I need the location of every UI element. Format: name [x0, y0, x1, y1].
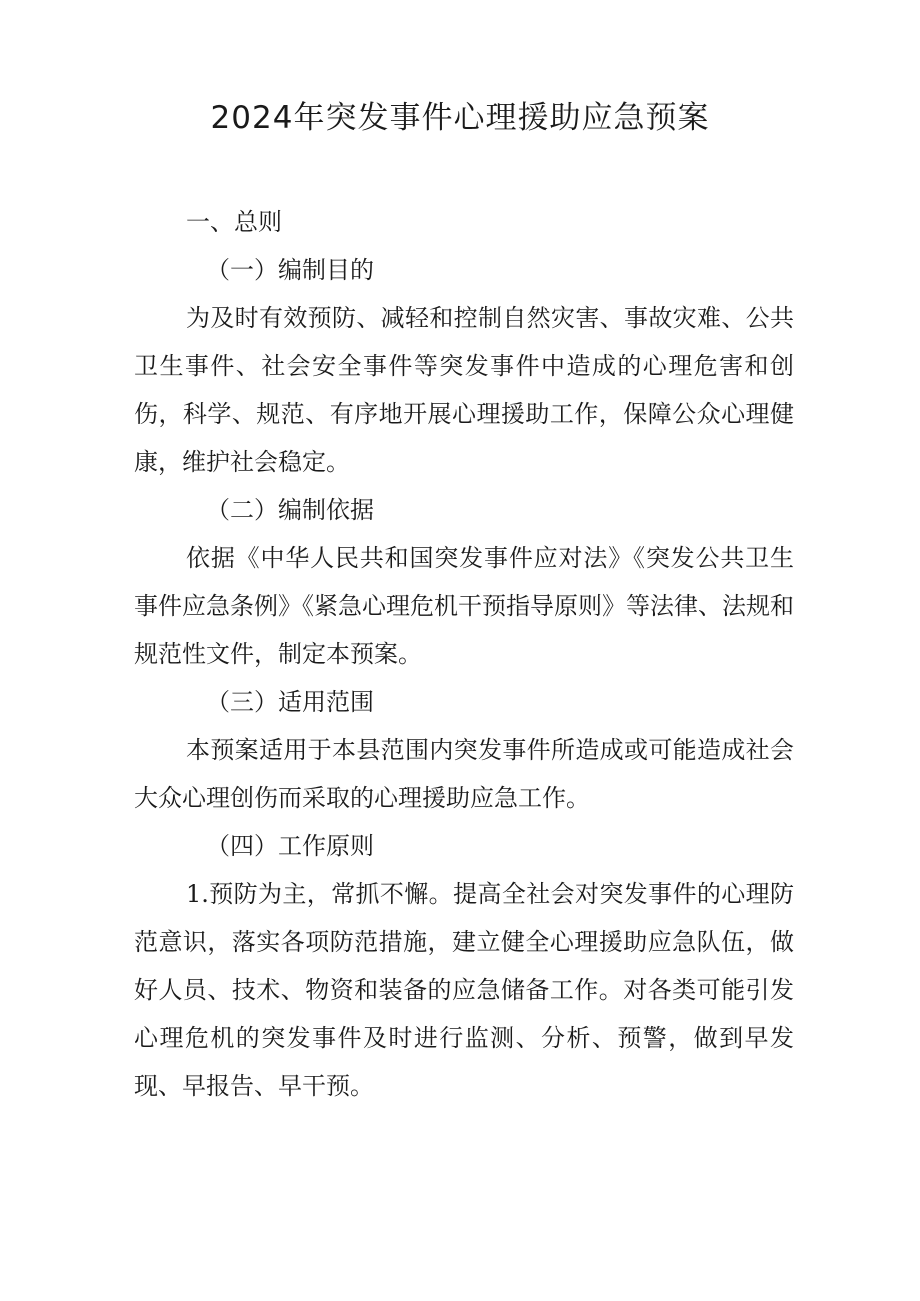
paragraph-purpose: 为及时有效预防、减轻和控制自然灾害、事故灾难、公共卫生事件、社会安全事件等突发事件中造成的心理危害和创伤，科学、规范、有序地开展心理援助工作，保障公众心理健康，维护社会稳定。	[134, 304, 794, 476]
document-title: 2024年突发事件心理援助应急预案	[210, 100, 710, 136]
subsection-heading-basis: （二）编制依据	[206, 496, 374, 524]
subsection-heading-scope: （三）适用范围	[206, 688, 374, 716]
paragraph-scope: 本预案适用于本县范围内突发事件所造成或可能造成社会大众心理创伤而采取的心理援助应急工作。	[134, 736, 794, 812]
paragraph-principle-1: 1.预防为主，常抓不懈。提高全社会对突发事件的心理防范意识，落实各项防范措施，建立健全心理援助应急队伍，做好人员、技术、物资和装备的应急储备工作。对各类可能引发心理危机的突发事件及时进行监测、分析、预警，做到早发现、早报告、早干预。	[134, 880, 794, 1100]
subsection-heading-purpose: （一）编制目的	[206, 256, 374, 284]
subsection-heading-principles: （四）工作原则	[206, 832, 374, 860]
paragraph-basis: 依据《中华人民共和国突发事件应对法》《突发公共卫生事件应急条例》《紧急心理危机干预指导原则》等法律、法规和规范性文件，制定本预案。	[134, 544, 794, 668]
document-body	[134, 198, 794, 1110]
section-heading-general: 一、总则	[186, 208, 282, 236]
